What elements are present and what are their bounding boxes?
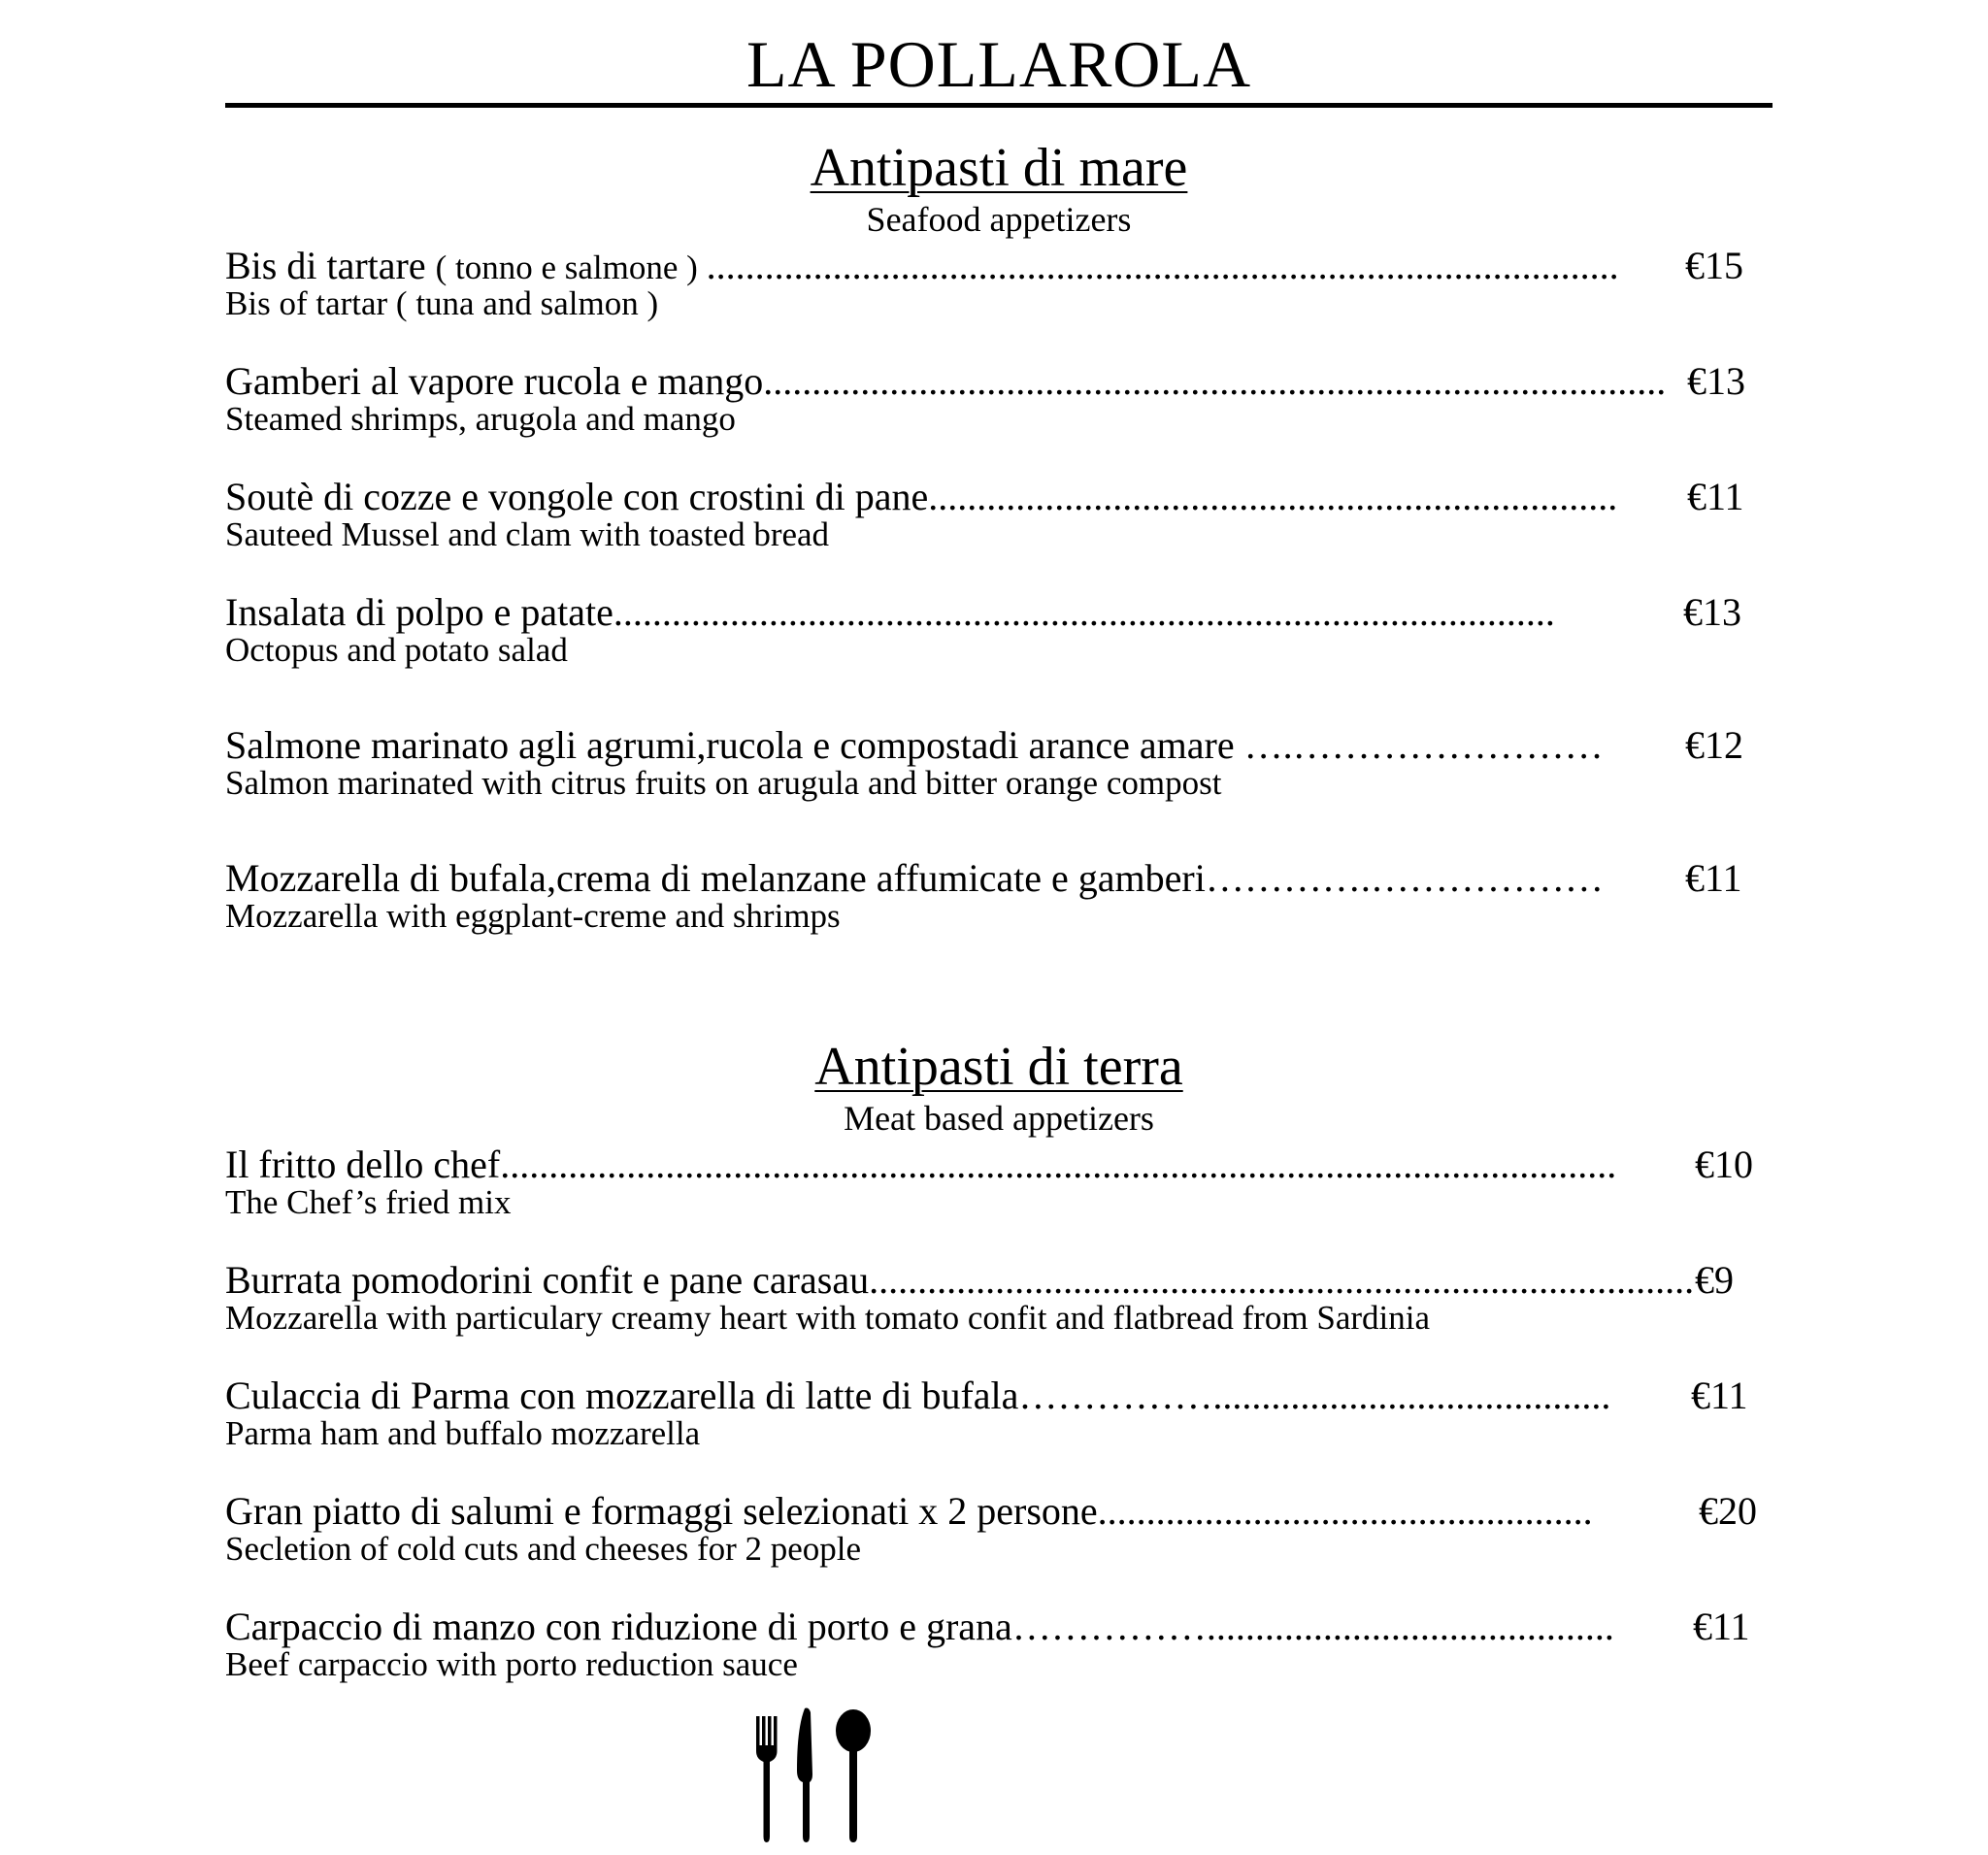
item-description: Secletion of cold cuts and cheeses for 2 people (225, 1530, 862, 1568)
item-name: Gamberi al vapore rucola e mango............................................................................................. (225, 359, 1667, 403)
item-description: Octopus and potato salad (225, 631, 568, 669)
item-name: Insalata di polpo e patate................................................................................................. (225, 590, 1555, 634)
menu-item (225, 853, 1773, 935)
item-description: Parma ham and buffalo mozzarella (225, 1414, 701, 1452)
menu-item (225, 587, 1773, 669)
item-description: Mozzarella with particulary creamy heart with tomato confit and flatbread from Sardinia (225, 1299, 1431, 1337)
menu-item (225, 1371, 1773, 1452)
item-price: €20 (1699, 1489, 1757, 1533)
knife-icon (797, 1708, 812, 1843)
dot-leader: ................................................................................................. (613, 590, 1555, 634)
item-name: Gran piatto di salumi e formaggi selezionati x 2 persone................................................... (225, 1489, 1593, 1533)
dot-leader: ................................................... (1097, 1489, 1593, 1533)
menu-page (225, 0, 1773, 1855)
restaurant-name: LA POLLAROLA (746, 27, 1252, 101)
item-price: €13 (1683, 590, 1741, 634)
menu-item (225, 720, 1773, 802)
dot-leader: ....................................................................... (928, 475, 1618, 518)
menu-item (225, 356, 1773, 438)
section-subtitle-seafood: Seafood appetizers (866, 200, 1132, 239)
item-name-note: ( tonno e salmone ) (435, 248, 707, 286)
item-description: Bis of tartar ( tuna and salmon ) (225, 284, 659, 322)
dot-leader: …………….......................................... (1011, 1605, 1614, 1648)
section-title-meat: Antipasti di terra (814, 1037, 1183, 1097)
fork-icon (756, 1716, 778, 1842)
item-price: €11 (1691, 1374, 1748, 1417)
menu-item (225, 1255, 1773, 1337)
item-price: €13 (1687, 359, 1745, 403)
item-description: Salmon marinated with citrus fruits on arugula and bitter orange compost (225, 764, 1222, 802)
dot-leader: ……………......................................... (1018, 1374, 1611, 1417)
section-title-seafood: Antipasti di mare (810, 138, 1188, 198)
menu-item (225, 1486, 1773, 1568)
section-subtitle-meat: Meat based appetizers (844, 1099, 1154, 1138)
item-price: €11 (1687, 475, 1744, 518)
spoon-icon (836, 1709, 871, 1842)
item-name: Salmone marinato agli agrumi,rucola e compostadi arance amare ….…………………… (225, 723, 1604, 767)
item-price: €11 (1693, 1605, 1750, 1648)
item-price: €12 (1685, 723, 1743, 767)
dot-leader: ………….……………… (1205, 856, 1604, 900)
item-name: Culaccia di Parma con mozzarella di latte di bufala……………......................................... (225, 1374, 1611, 1417)
dot-leader: ..................................................................................... (869, 1258, 1695, 1302)
menu-item (225, 1602, 1773, 1683)
item-name: Bis di tartare ( tonno e salmone ) .............................................................................................. (225, 244, 1619, 287)
item-price: €10 (1695, 1143, 1753, 1186)
menu-item (225, 472, 1773, 553)
item-name: Il fritto dello chef................................................................................................................... (225, 1143, 1617, 1186)
dot-leader: .............................................................................................. (706, 244, 1619, 287)
item-name: Burrata pomodorini confit e pane carasau..................................................................................... (225, 1258, 1695, 1302)
menu-item (225, 241, 1773, 322)
title-divider (225, 103, 1773, 108)
item-description: The Chef’s fried mix (225, 1183, 512, 1221)
item-price: €15 (1685, 244, 1743, 287)
dot-leader: ................................................................................................................... (500, 1143, 1617, 1186)
dot-leader: ............................................................................................. (763, 359, 1667, 403)
item-price: €11 (1685, 856, 1742, 900)
item-description: Beef carpaccio with porto reduction sauce (225, 1645, 798, 1683)
dot-leader: ….…………………… (1243, 723, 1604, 767)
item-description: Sauteed Mussel and clam with toasted bread (225, 515, 830, 553)
menu-item (225, 1140, 1773, 1221)
item-name: Soutè di cozze e vongole con crostini di pane....................................................................... (225, 475, 1618, 518)
item-name: Mozzarella di bufala,crema di melanzane affumicate e gamberi………….……………… (225, 856, 1604, 900)
item-price: €9 (1695, 1258, 1734, 1302)
item-description: Mozzarella with eggplant-creme and shrimps (225, 897, 841, 935)
item-description: Steamed shrimps, arugola and mango (225, 400, 736, 438)
item-name: Carpaccio di manzo con riduzione di porto e grana…………….......................................... (225, 1605, 1614, 1648)
fork-knife-spoon-icon (748, 1706, 892, 1844)
